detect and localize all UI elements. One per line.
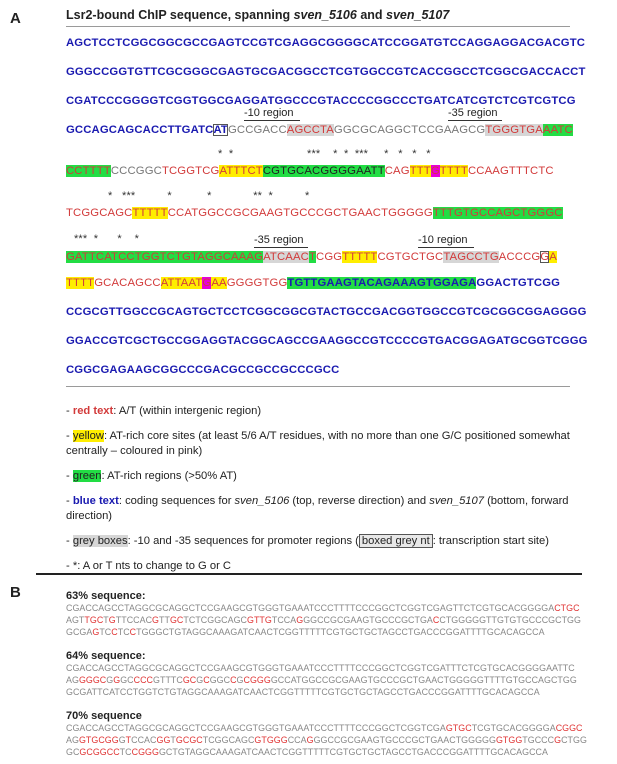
legend-blue [66,494,576,524]
legend-boxed-label: boxed grey nt [359,534,433,548]
seq-line-3: CGATCCCGGGGTCGGTGGCGAGGATGGCCCGTACCCCGGCCCTGATCATCGTCTCGTCGTCG [66,95,576,107]
panel-separator [36,573,582,575]
seq-line-5-a: CCCGGC [110,165,162,177]
legend-green-desc: : AT-rich regions (>50% AT) [101,470,237,482]
yellow-site-4: TTTTT [342,251,378,263]
yellow-site-2: TTT [409,165,431,177]
legend-blue-desc-2: (top, reverse direction) and [289,495,430,507]
seq-line-8-c: GGACTGTCGG [476,277,561,289]
seq-line-4-a: GCCGACC [227,124,287,136]
seq-line-7-a: CGG [316,251,343,263]
panel-a-title [66,8,449,22]
legend-green [66,469,576,484]
seq-line-5-d: CCAAGTTTCTC [467,165,554,177]
tss-box-1: AT [213,124,228,136]
minus10-region-label-1: -10 region [244,107,294,119]
legend-star-desc: *: A or T nts to change to G or C [72,560,232,572]
block-64-line-3: GCGATTCATCCTGGTCTGTAGGCAAAGATCAACTCGGTTTTTCGTGCTGCTAGCCTGACCCGGATTTTGCACAGCCA [66,687,540,697]
legend-blue-desc-1: : coding sequences for [118,495,235,507]
seq-line-9: CCGCGTTGGCCGCAGTGCTCCTCGGCGGCGTACTGCCGACGGTGGCCGTCGCGGCGGAGGGG [66,306,587,318]
legend-grey-desc: : -10 and -35 sequences for promoter regions ( [127,535,359,547]
seq-line-8-b: GGGGTGG [226,277,288,289]
seq-line-8 [66,276,560,290]
seq-line-8-a: GCACAGCC [94,277,161,289]
panel-a-label: A [10,10,21,27]
minus35-box-1: TGGGTGA [485,124,543,136]
legend-blue-label: blue text [72,495,119,507]
tss-box-2: G [540,251,550,263]
seq-line-5-c: CAG [384,165,410,177]
seq-line-4-b: GGCGCAGGCTCCGAAGCG [333,124,486,136]
seq-line-5-b: TCGGTCG [161,165,220,177]
green-region-1: AATC [542,124,573,136]
block-63-line-3: GCGAGTCCTCCTGGGCTGTAGGCAAAGATCAACTCGGTTTTTCGTGCTGCTAGCCTGACCCGGATTTTGCACAGCCA [66,627,545,637]
legend-green-label: green [72,470,102,482]
green-region-5: TGTTGAAGTACAGAAAGTGGAGA [287,277,477,289]
legend-red [66,404,576,419]
minus35-region-bar-1 [448,120,502,121]
legend-grey [66,534,576,549]
title-and: and [356,8,387,22]
block-70-line-3: GCGCGGCCTCCGGGGCTGTAGGCAAAGATCAACTCGGTTTTTCGTGCTGCTAGCCTGACCCGGATTTTGCACAGCCA [66,747,548,757]
pink-site-2: G [202,277,212,289]
legend [66,404,576,574]
legend-red-desc: : A/T (within intergenic region) [113,405,262,417]
minus10-box-2: TAGCCTG [443,251,499,263]
yellow-site-1: ATTTCT [219,165,263,177]
legend-boxed-desc: : transcription start site) [432,535,549,547]
seq-line-6-b: CCATGGCCGCGAAGTGCCCGCTGAACTGGGGG [167,207,433,219]
green-region-3: TTTGTGCCAGCTGGGC [432,207,563,219]
seq-line-11: CGGCGAGAAGCGGCCCGACGCCGCCGCCCGCC [66,364,340,376]
seq-line-10: GGACCGTCGCTGCCGGAGGTACGGCAGCCGAAGGCCGTCCCCGTGACGGAGATGCGGTCGGG [66,335,588,347]
minus10-region-bar-1 [244,120,300,121]
minus10-box-1: AGCCTA [286,124,334,136]
seq-line-2: GGGCCGGTGTTCGCGGGCGAGTGCGACGGCCTCGTGGCCGTCACCGGCCTCGGCGACCACCT [66,66,586,78]
title-prefix: Lsr2-bound ChIP sequence, spanning [66,8,294,22]
yellow-site-3: TTTTT [132,207,168,219]
stars-line-6: * *** * * ** * * [108,190,310,202]
legend-dash: - [66,470,73,482]
pink-site-1: G [430,165,440,177]
yellow-site-5: A [549,251,557,263]
green-region-1b: CCTTTT [66,165,111,177]
minus35-region-label-2: -35 region [254,234,304,246]
seq-line-4-coding: GCCAGCAGCACCTTGATC [66,124,214,136]
block-64-line-1: CGACCAGCCTAGGCGCAGGCTCCGAAGCGTGGGTGAAATCCCTTTTCCCGGCTCGGTCGATTTCTCGTGCACGGGGAATTC [66,663,575,673]
seq-line-1: AGCTCCTCGGCGGCGCCGAGTCCGTCGAGGCGGGGCATCCGGATGTCCAGGAGGACGACGTC [66,37,586,49]
block-70-line-2: AGGTGCGGGTCCACGGTGCGCTCGGCAGCGTGGGCCAGGGCCGCGAAGTGCCCGCTGAACTGGGGGGTGGTGCCCGCTGG [66,735,587,745]
block-64-line-2: AGGGGCGGGCCCCGTTTCGCGCGGCCGCGGGGCCATGGCCGCGAAGTGCCCGCTGAACTGGGGGTTTTGTGCCAGCTGG [66,675,577,685]
green-region-4b: T [308,251,317,263]
yellow-site-5b: TTTT [66,277,95,289]
minus10-region-bar-2 [418,247,474,248]
seq-line-5 [66,164,554,178]
minus35-region-label-1: -35 region [448,107,498,119]
legend-dash: - [66,495,73,507]
top-divider [66,26,570,27]
legend-divider [66,386,570,387]
title-gene2: sven_5107 [386,8,450,22]
legend-red-label: red text [72,405,114,417]
seq-line-6-a: TCGGCAGC [66,207,133,219]
legend-dash: - [66,405,73,417]
seq-line-7-c: ACCCG [498,251,541,263]
block-64-heading: 64% sequence: [66,650,146,662]
stars-line-5: * * *** * * *** * * * * [218,148,431,160]
legend-star [66,559,576,574]
block-70-heading: 70% sequence [66,710,142,722]
seq-line-7 [66,250,557,264]
green-region-4: GATTCATCCTGGTCTGTAGGCAAAG [66,251,264,263]
block-63-heading: 63% sequence: [66,590,146,602]
green-region-2: CGTGCACGGGGAATT [262,165,385,177]
seq-line-4 [66,123,573,137]
minus35-box-2: ATCAAC [263,251,309,263]
block-70-line-1: CGACCAGCCTAGGCGCAGGCTCCGAAGCGTGGGTGAAATCCCTTTTCCCGGCTCGGTCGAGTGCTCGTGCACGGGGACGGC [66,723,583,733]
legend-dash: - [66,560,73,572]
minus10-region-label-2: -10 region [418,234,468,246]
legend-yellow-label: yellow [72,430,104,442]
legend-blue-gene2: sven_5107 [429,495,484,507]
title-gene1: sven_5106 [293,8,357,22]
legend-yellow [66,429,576,459]
legend-grey-label: grey boxes [72,535,128,547]
yellow-site-6b: AA [211,277,227,289]
seq-line-7-b: CGTGCTGC [377,251,444,263]
panel-b-label: B [10,584,21,601]
legend-yellow-desc: : AT-rich core sites (at least 5/6 A/T residues, with no more than one G/C positioned somewhat centrally – coloured in pink) [66,430,570,457]
legend-blue-gene1: sven_5106 [234,495,290,507]
legend-dash: - [66,430,73,442]
legend-blue-desc-3: (bottom, forward direction) [66,495,569,522]
block-63-line-2: AGTTGCTGTTCCACGTTGCTCTCGGCAGCGTTGTCCAGGGCCGCGAAGTGCCCGCTGACCTGGGGGTTGTGTGCCCGCTGG [66,615,581,625]
minus35-region-bar-2 [254,247,308,248]
seq-line-6 [66,206,563,220]
yellow-site-6: ATTAAT [160,277,203,289]
block-63-line-1: CGACCAGCCTAGGCGCAGGCTCCGAAGCGTGGGTGAAATCCCTTTTCCCGGCTCGGTCGAGTTCTCGTGCACGGGGACTGC [66,603,580,613]
yellow-site-2b: TTTT [439,165,468,177]
stars-line-7: *** * * * [74,233,140,245]
legend-dash: - [66,535,73,547]
